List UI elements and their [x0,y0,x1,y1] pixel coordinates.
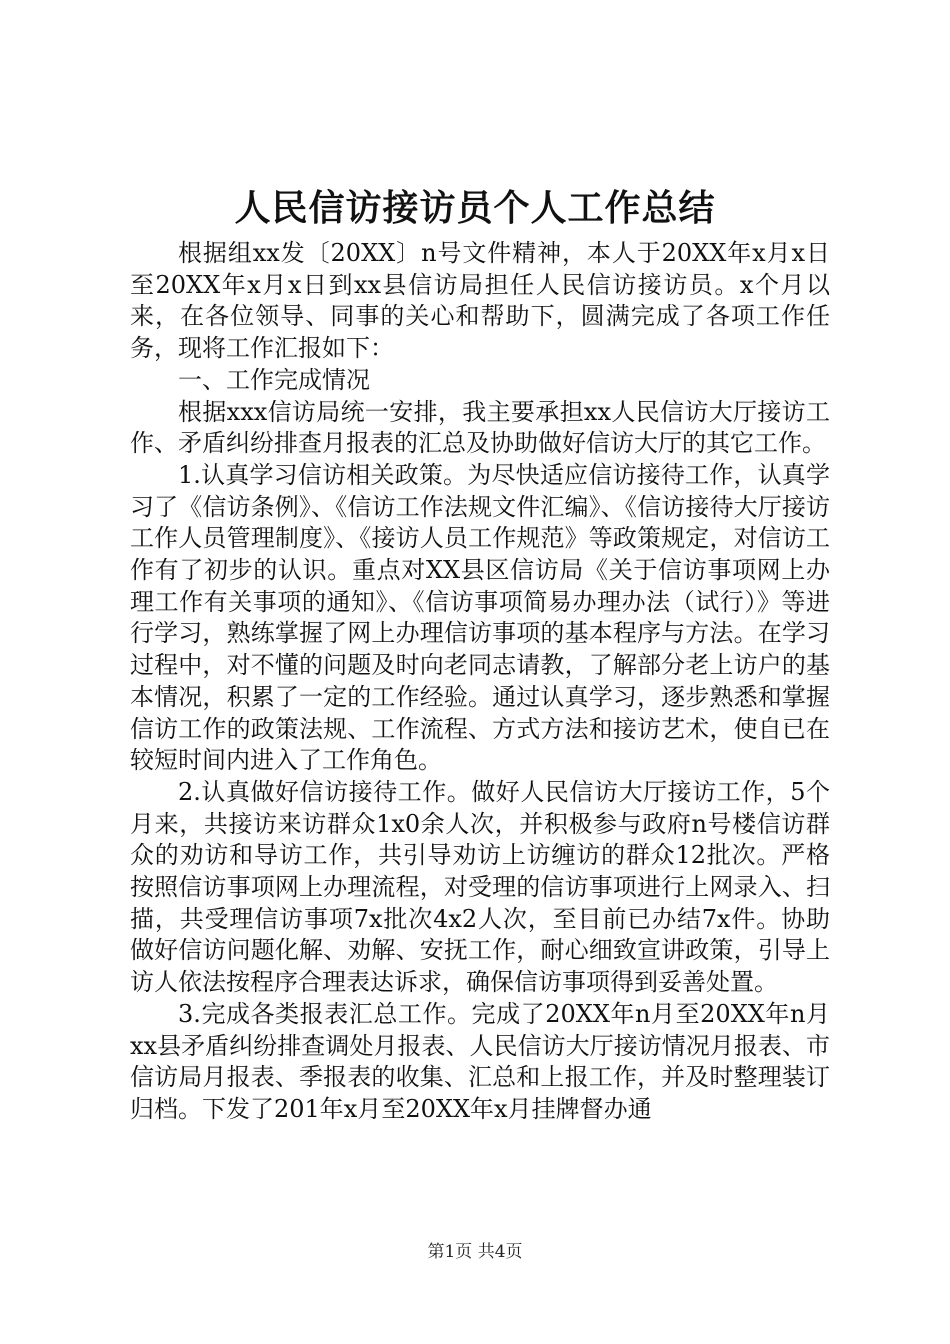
body-paragraph: 3.完成各类报表汇总工作。完成了20XX年n月至20XX年n月xx县矛盾纠纷排查调处月报表、人民信访大厅接访情况月报表、市信访局月报表、季报表的收集、汇总和上报工作，并及时整理装订归档。下发了201年x月至20XX年x月挂牌督办通 [130,999,830,1123]
intro-paragraph: 根据组xx发〔20XX〕n号文件精神，本人于20XX年x月x日至20XX年x月x日到xx县信访局担任人民信访接访员。x个月以来，在各位领导、同事的关心和帮助下，圆满完成了各项工作任务，现将工作汇报如下： [130,239,830,363]
body-paragraph: 2.认真做好信访接待工作。做好人民信访大厅接访工作，5个月来，共接访来访群众1x0余人次，并积极参与政府n号楼信访群众的劝访和导访工作，共引导劝访上访缠访的群众12批次。严格按照信访事项网上办理流程，对受理的信访事项进行上网录入、扫描，共受理信访事项7x批次4x2人次，至目前已办结7x件。协助做好信访问题化解、劝解、安抚工作，耐心细致宣讲政策，引导上访人依法按程序合理表达诉求，确保信访事项得到妥善处置。 [130,777,830,997]
document-title: 人民信访接访员个人工作总结 [234,187,716,229]
body-paragraph: 1.认真学习信访相关政策。为尽快适应信访接待工作，认真学习了《信访条例》、《信访工作法规文件汇编》、《信访接待大厅接访工作人员管理制度》、《接访人员工作规范》等政策规定，对信访工作有了初步的认识。重点对XX县区信访局《关于信访事项网上办理工作有关事项的通知》、《信访事项简易办理办法（试行）》等进行学习，熟练掌握了网上办理信访事项的基本程序与方法。在学习过程中，对不懂的问题及时向老同志请教，了解部分老上访户的基本情况，积累了一定的工作经验。通过认真学习，逐步熟悉和掌握信访工作的政策法规、工作流程、方式方法和接访艺术，使自已在较短时间内进入了工作角色。 [130,460,830,775]
body-paragraph: 根据xxx信访局统一安排，我主要承担xx人民信访大厅接访工作、矛盾纠纷排查月报表的汇总及协助做好信访大厅的其它工作。 [130,397,830,458]
page-footer: 第1页 共4页 [427,1242,523,1262]
section-heading: 一、工作完成情况 [178,365,370,394]
document-body [130,238,830,1126]
